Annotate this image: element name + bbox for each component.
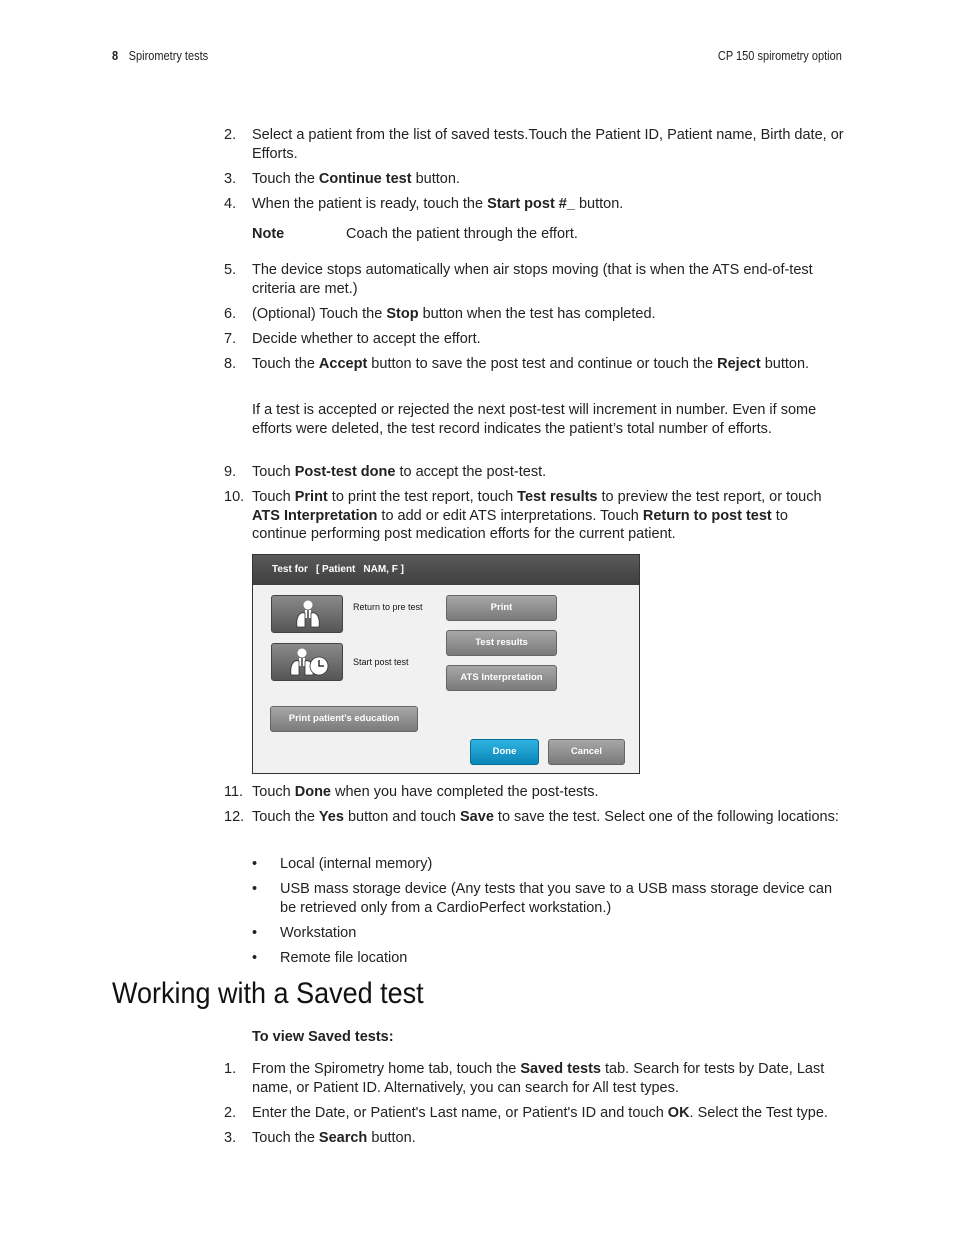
list-item [224, 463, 844, 482]
cancel-button[interactable]: Cancel [548, 739, 625, 765]
step-text: Touch [252, 784, 295, 800]
return-pre-test-label: Return to pre test [353, 602, 423, 612]
step-text: When the patient is ready, touch the [252, 195, 488, 212]
page-number: 8 [112, 49, 119, 63]
step-text: The device stops automatically when air stops moving (that is when the ATS end-of-test criteria are met.) [252, 262, 813, 297]
note-label: Note [252, 226, 285, 242]
step-bold-text: Start post #_ [487, 195, 575, 212]
test-results-button[interactable]: Test results [446, 630, 557, 656]
step-number: 2. [224, 127, 237, 143]
device-screen [252, 554, 640, 774]
note [252, 226, 578, 242]
step-bold-text: Print [294, 489, 328, 505]
step-number: 5. [224, 262, 237, 278]
step-bold-text: Stop [386, 305, 419, 322]
step-text: (Optional) Touch the [252, 305, 387, 322]
done-button[interactable]: Done [470, 739, 539, 765]
step-number: 2. [224, 1104, 237, 1121]
step-text: Touch the [252, 1129, 319, 1146]
step-text: to add or edit ATS interpretations. Touch [377, 507, 643, 524]
list-item [224, 783, 844, 802]
list-item [224, 261, 844, 298]
step-text: Touch [252, 464, 295, 480]
print-education-button[interactable]: Print patient’s education [270, 706, 418, 732]
print-button[interactable]: Print [446, 595, 557, 621]
step-text: Select a patient from the list of saved tests.Touch the Patient ID, Patient name, Birth date, or Efforts. [252, 127, 844, 162]
step-bold-text: Search [318, 1129, 368, 1146]
list-item: • Workstation [252, 924, 842, 943]
step-bold-text: Continue test [318, 170, 412, 187]
note-text: Coach the patient through the effort. [346, 226, 578, 242]
step-text: Touch the [252, 809, 319, 825]
steps-list-a [224, 126, 844, 213]
step-text: . Select the Test type. [689, 1104, 828, 1121]
list-item [224, 1129, 844, 1148]
start-post-test-button[interactable] [271, 643, 343, 681]
step-number: 9. [224, 464, 237, 480]
step-text: button and touch [343, 809, 461, 825]
procedure-title: To view Saved tests: [252, 1029, 394, 1045]
screen-title-prefix: Test for [272, 564, 308, 575]
start-post-test-label: Start post test [353, 657, 409, 667]
section-name: Spirometry tests [128, 49, 209, 63]
step-number: 7. [224, 330, 237, 347]
step-bold-text: Saved tests [520, 1061, 601, 1077]
step-bold-text: Done [294, 784, 331, 800]
product-name: CP 150 spirometry option [718, 49, 842, 63]
step-number: 4. [224, 195, 237, 212]
list-item [224, 355, 844, 374]
list-item [224, 1060, 844, 1097]
step-bold-text: Reject [717, 355, 761, 372]
step-text: tab. Search for tests by Date, Last name, or Patient ID. Alternatively, you can search for All test types. [252, 1061, 825, 1096]
step-bold-text: Yes [318, 809, 344, 825]
step-text: button. [411, 170, 460, 187]
list-item: • USB mass storage device (Any tests that you save to a USB mass storage device can be retrieved only from a CardioPerfect workstation.) [252, 880, 842, 917]
step-number: 12. [224, 809, 245, 825]
step-text: Enter the Date, or Patient's Last name, or Patient's ID and touch [252, 1104, 668, 1121]
ats-interpretation-button[interactable]: ATS Interpretation [446, 665, 557, 691]
step-text: Touch [252, 489, 295, 505]
list-item [224, 488, 844, 544]
step-text: to print the test report, touch [327, 489, 518, 505]
step-bold-text: OK [667, 1104, 690, 1121]
steps-list-d [224, 783, 844, 827]
step-text: to accept the post-test. [395, 464, 547, 480]
list-item [224, 330, 844, 349]
screen-title-bar [253, 555, 639, 585]
step-text: From the Spirometry home tab, touch the [252, 1061, 521, 1077]
return-pre-test-button[interactable] [271, 595, 343, 633]
step-text: Touch the [252, 355, 319, 372]
step-text: to preview the test report, or touch [597, 489, 822, 505]
list-item [224, 195, 844, 214]
step-text: button to save the post test and continue or touch the [367, 355, 718, 372]
step-number: 6. [224, 305, 237, 322]
screen-title-patient: [ Patient [315, 564, 356, 575]
step-text: button. [574, 195, 624, 212]
lungs-timer-icon [272, 644, 344, 682]
step-number: 8. [224, 355, 237, 372]
step-number: 1. [224, 1061, 237, 1077]
step-bold-text: Accept [318, 355, 368, 372]
page-header-left [112, 49, 208, 63]
step-bold-text: ATS Interpretation [252, 507, 378, 524]
step-text: when you have completed the post-tests. [330, 784, 599, 800]
list-item [224, 808, 844, 827]
step-number: 11. [224, 784, 244, 800]
steps-list-c [224, 463, 844, 544]
step-bold-text: Test results [517, 489, 598, 505]
step-number: 3. [224, 170, 237, 187]
list-item: • Local (internal memory) [252, 855, 842, 874]
step-8-paragraph: If a test is accepted or rejected the next post-test will increment in number. Even if some efforts were deleted, the test record indicates the patient’s total number of efforts. [252, 402, 817, 437]
screen-title-name: NAM, F ] [363, 564, 404, 575]
step-text: Decide whether to accept the effort. [252, 330, 481, 347]
step-text: to save the test. Select one of the following locations: [493, 809, 839, 825]
step-bold-text: Return to post test [642, 507, 772, 524]
list-item [224, 1104, 844, 1123]
step-bold-text: Post-test done [294, 464, 396, 480]
save-locations-list [252, 855, 842, 967]
step-text: to continue performing post medication efforts for the current patient. [252, 507, 788, 542]
step-bold-text: Save [460, 809, 494, 825]
lungs-icon [272, 596, 344, 634]
step-text: Touch the [252, 170, 319, 187]
list-item [224, 305, 844, 324]
section-title: Working with a Saved test [112, 977, 424, 1010]
steps-list-b [224, 261, 844, 373]
step-number: 3. [224, 1129, 237, 1146]
step-text: button. [367, 1129, 416, 1146]
step-text: button when the test has completed. [418, 305, 656, 322]
step-number: 10. [224, 489, 245, 505]
list-item [224, 126, 844, 163]
step-text: button. [760, 355, 810, 372]
steps-list-e [224, 1060, 844, 1147]
list-item [224, 170, 844, 189]
list-item: • Remote file location [252, 949, 842, 968]
